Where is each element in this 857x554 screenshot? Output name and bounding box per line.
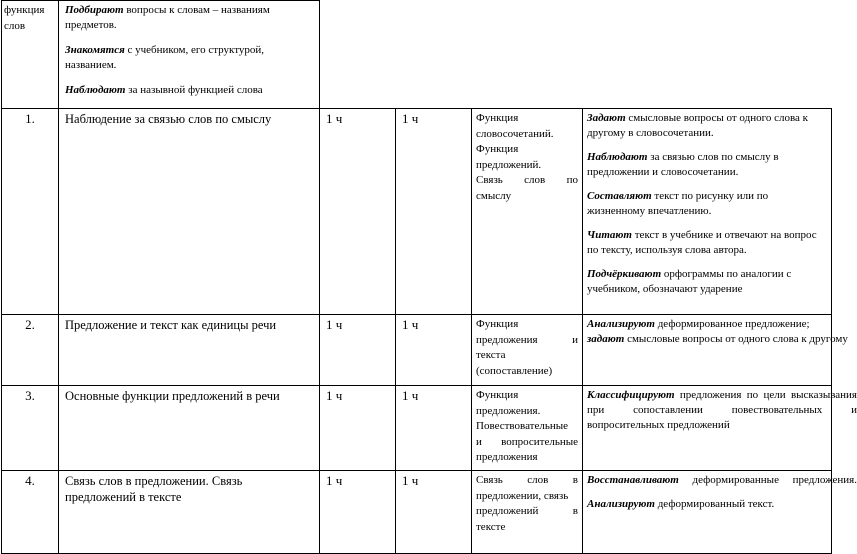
activity-text: деформированные предложения. (678, 474, 857, 486)
table-row (2, 315, 832, 386)
activity-text: за назывной функцией слова (125, 84, 263, 96)
function-cell (472, 386, 583, 471)
activity-text: смысловые вопросы от одного слова к другому в словосочетании. (587, 112, 808, 139)
activity-verb: задают (587, 333, 625, 345)
activity-text: текст по рисунку или по жизненному впечатлению. (587, 190, 769, 217)
function-line: смыслу (476, 189, 512, 202)
function-cell (472, 315, 583, 386)
activity-verb: Классифицируют (587, 389, 675, 401)
hours-cell: 1 ч (396, 471, 472, 554)
lesson-topic: Основные функции предложений в речи (59, 386, 320, 471)
hours-cell: 1 ч (396, 386, 472, 471)
activity-verb: Анализируют (587, 498, 655, 510)
table-row (2, 386, 832, 471)
activity-text: с учебником, его структурой, названием. (65, 44, 265, 71)
activity-item (587, 317, 848, 347)
hours-cell: 1 ч (320, 315, 396, 386)
header-empty-cell (320, 1, 832, 109)
function-line: предложений. (476, 158, 542, 171)
activity-item (587, 267, 827, 297)
activity-item (587, 473, 857, 488)
hours-cell: 1 ч (396, 315, 472, 386)
function-line: тексте (476, 520, 506, 533)
function-line: предложения и (476, 333, 578, 346)
row-number: 2. (2, 315, 59, 386)
function-line: предложений в (476, 505, 578, 517)
activity-text: деформированное предложение; (654, 318, 810, 330)
activities-cell (583, 471, 857, 554)
hours-cell: 1 ч (320, 386, 396, 471)
activity-verb: Анализируют (587, 318, 655, 330)
function-line: предложении, связь (476, 489, 569, 502)
row-number: 1. (2, 109, 59, 315)
function-cell (472, 471, 583, 554)
activity-verb: Наблюдают (587, 151, 648, 163)
activity-verb: Наблюдают (65, 84, 126, 96)
lesson-topic: Наблюдение за связью слов по смыслу (59, 109, 320, 315)
header-function-line2: слов (4, 19, 26, 32)
function-line: Функция (476, 389, 519, 401)
activity-item (587, 228, 827, 258)
function-line: предложения (476, 451, 538, 463)
function-line: и вопросительные (476, 435, 578, 448)
function-line: Связь слов по (476, 174, 578, 186)
lesson-topic: Предложение и текст как единицы речи (59, 315, 320, 386)
table-row (2, 471, 832, 554)
function-line: предложения. (476, 404, 541, 417)
activity-item (65, 3, 315, 33)
activity-item (65, 43, 315, 73)
activity-item (587, 189, 827, 219)
activity-item (65, 83, 315, 98)
hours-cell: 1 ч (320, 109, 396, 315)
lesson-topic: Связь слов в предложении. Связь предложений в тексте (59, 471, 320, 554)
activity-verb: Задают (587, 112, 626, 124)
function-line: Функция (476, 318, 519, 330)
header-function-cell (2, 1, 59, 109)
activity-text: деформированный текст. (654, 498, 775, 510)
table-row (2, 1, 832, 109)
activity-item (587, 497, 827, 512)
activity-text: за связью слов по смыслу в предложении и словосочетании. (587, 151, 779, 178)
function-line: словосочетаний. (476, 127, 554, 140)
function-line: (сопоставление) (476, 364, 553, 377)
activity-item (587, 388, 857, 433)
activity-item (587, 150, 827, 180)
row-number: 4. (2, 471, 59, 554)
function-line: Повествовательные (476, 420, 569, 432)
function-line: Функция (476, 143, 519, 155)
lesson-plan-table (1, 0, 857, 554)
activity-text: текст в учебнике и отвечают на вопрос по тексту, используя слова автора. (587, 229, 817, 256)
activity-verb: Знакомятся (65, 44, 125, 56)
activity-text: орфограммы по аналогии с учебником, обозначают ударение (587, 268, 792, 295)
activity-verb: Восстанавливают (587, 474, 679, 486)
activities-cell (583, 109, 832, 315)
activity-verb: Составляют (587, 190, 652, 202)
function-line: текста (476, 349, 506, 361)
activity-verb: Подчёркивают (587, 268, 662, 280)
function-line: Связь слов в (476, 474, 578, 486)
activity-text: предложения по цели высказывания при сопоставлении повествовательных и вопросительных предложений (587, 389, 857, 431)
row-number: 3. (2, 386, 59, 471)
function-line: Функция (476, 112, 519, 124)
hours-cell: 1 ч (396, 109, 472, 315)
activity-text: вопросы к словам – названиям предметов. (65, 4, 270, 31)
activities-cell (583, 315, 848, 386)
activity-item (587, 111, 827, 141)
header-activities-cell (59, 1, 320, 109)
table-row (2, 109, 832, 315)
activity-verb: Подбирают (65, 4, 124, 16)
activity-verb: Читают (587, 229, 632, 241)
activities-cell (583, 386, 857, 471)
hours-cell: 1 ч (320, 471, 396, 554)
header-function-line1: функция (4, 4, 45, 16)
function-cell (472, 109, 583, 315)
activity-text: смысловые вопросы от одного слова к другому (624, 333, 848, 345)
